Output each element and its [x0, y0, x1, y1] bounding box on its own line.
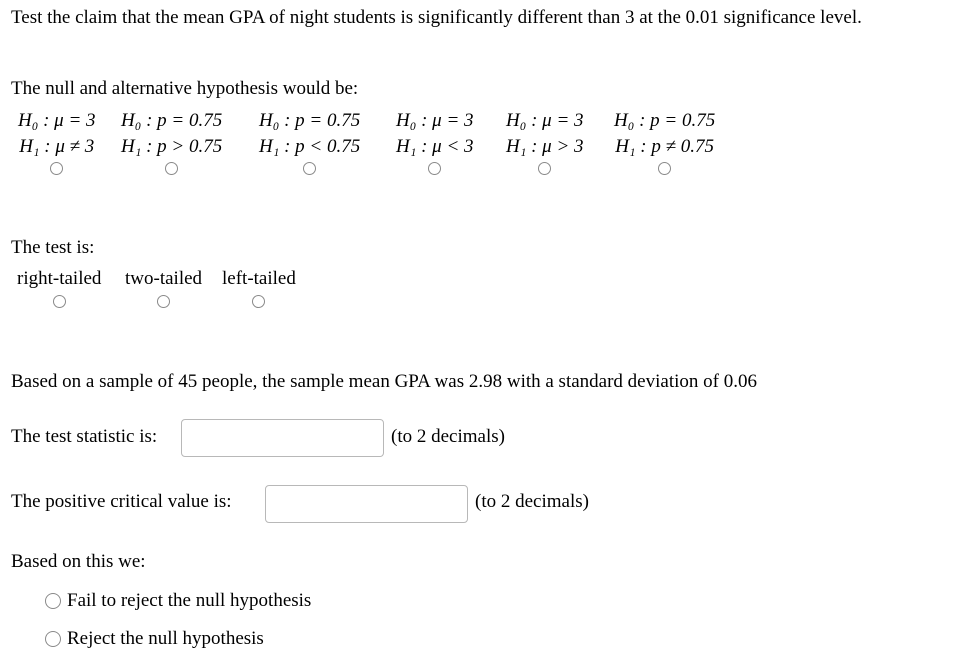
conclusion-fail-to-reject[interactable] [45, 590, 311, 612]
h0-text: H₀ : p = 0.75 [121, 110, 223, 131]
h0-text: H₀ : p = 0.75 [259, 110, 361, 131]
test-statistic-label: The test statistic is: [11, 426, 158, 447]
h1-text: H₁ : μ > 3 [506, 136, 584, 157]
hypothesis-option-6[interactable] [614, 108, 715, 175]
conclusion-label: Fail to reject the null hypothesis [67, 590, 312, 611]
question-text: Test the claim that the mean GPA of night students is significantly different than 3 at the 0.01 significance level. [11, 7, 862, 28]
hypothesis-radio[interactable] [428, 162, 441, 175]
conclusion-label: Reject the null hypothesis [67, 628, 264, 649]
hypothesis-radio[interactable] [303, 162, 316, 175]
tail-radio[interactable] [157, 295, 170, 308]
hypothesis-option-1[interactable] [18, 108, 96, 175]
hypothesis-prompt: The null and alternative hypothesis would be: [11, 78, 359, 99]
hypothesis-option-2[interactable] [121, 108, 222, 175]
hypothesis-radio[interactable] [658, 162, 671, 175]
conclusion-radio[interactable] [45, 631, 61, 647]
hypothesis-radio[interactable] [50, 162, 63, 175]
test-prompt: The test is: [11, 237, 95, 258]
critical-value-input[interactable] [265, 485, 468, 523]
tail-option-right[interactable] [17, 267, 101, 308]
tail-option-left[interactable] [222, 267, 296, 308]
decimals-hint: (to 2 decimals) [391, 426, 505, 447]
hypothesis-option-5[interactable] [506, 108, 584, 175]
tail-label: left-tailed [222, 268, 296, 289]
tail-radio[interactable] [53, 295, 66, 308]
h0-text: H₀ : μ = 3 [18, 110, 96, 131]
h1-text: H₁ : p < 0.75 [259, 136, 361, 157]
hypothesis-option-4[interactable] [396, 108, 474, 175]
critical-value-label: The positive critical value is: [11, 491, 232, 512]
h1-text: H₁ : p ≠ 0.75 [615, 136, 715, 157]
h0-text: H₀ : μ = 3 [396, 110, 474, 131]
sample-text: Based on a sample of 45 people, the sample mean GPA was 2.98 with a standard deviation of 0.06 [11, 371, 757, 392]
hypothesis-option-3[interactable] [259, 108, 360, 175]
tail-option-two[interactable] [125, 267, 202, 308]
h0-text: H₀ : μ = 3 [506, 110, 584, 131]
conclusion-reject[interactable] [45, 628, 264, 650]
h1-text: H₁ : μ ≠ 3 [19, 136, 95, 157]
h0-text: H₀ : p = 0.75 [614, 110, 716, 131]
tail-label: right-tailed [17, 268, 102, 289]
conclusion-radio[interactable] [45, 593, 61, 609]
hypothesis-radio[interactable] [165, 162, 178, 175]
decimals-hint: (to 2 decimals) [475, 491, 589, 512]
tail-radio[interactable] [252, 295, 265, 308]
test-statistic-input[interactable] [181, 419, 384, 457]
hypothesis-radio[interactable] [538, 162, 551, 175]
h1-text: H₁ : μ < 3 [396, 136, 474, 157]
conclusion-prompt: Based on this we: [11, 551, 146, 572]
h1-text: H₁ : p > 0.75 [121, 136, 223, 157]
tail-label: two-tailed [125, 268, 203, 289]
